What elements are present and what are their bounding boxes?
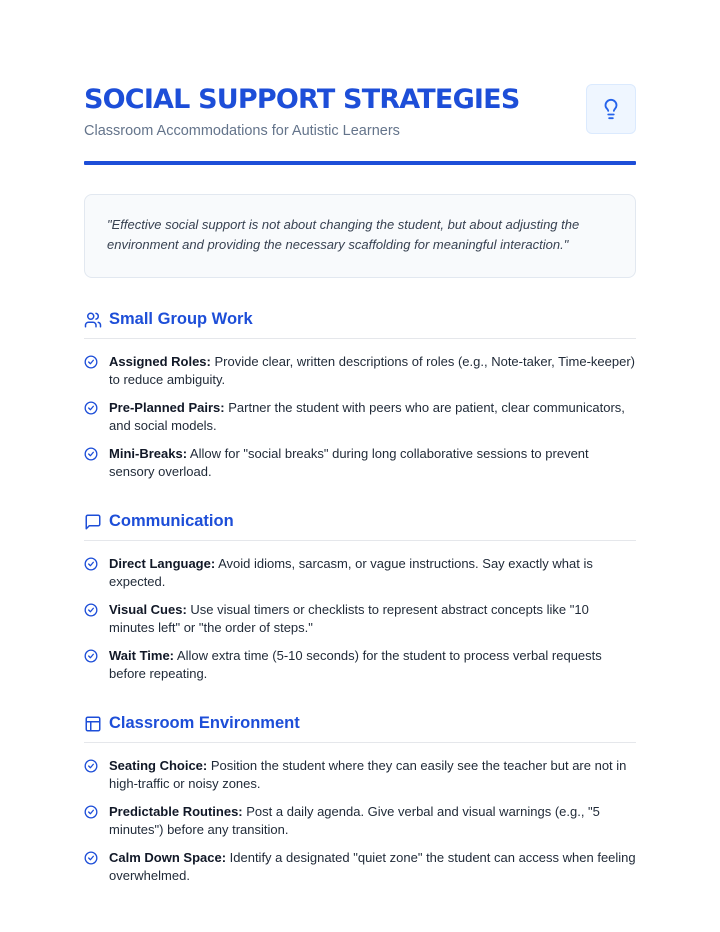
- strategy-list: [84, 757, 636, 885]
- list-item: [84, 399, 636, 435]
- header-divider: [84, 161, 636, 165]
- list-item: [84, 353, 636, 389]
- item-label: Seating Choice:: [109, 758, 208, 773]
- quote-callout: [84, 194, 636, 278]
- check-circle-icon: [84, 649, 98, 663]
- check-circle-icon: [84, 557, 98, 571]
- lightbulb-icon: [600, 97, 622, 121]
- message-square-icon: [84, 513, 102, 531]
- list-item: [84, 803, 636, 839]
- check-circle-icon: [84, 401, 98, 415]
- list-item: [84, 445, 636, 481]
- item-text: Provide clear, written descriptions of roles (e.g., Note-taker, Time-keeper) to reduce ambiguity.: [109, 354, 635, 387]
- section-title: Communication: [109, 512, 234, 530]
- check-circle-icon: [84, 355, 98, 369]
- section-small-group-work: [84, 307, 636, 481]
- item-text: Identify a designated "quiet zone" the student can access when feeling overwhelmed.: [109, 850, 636, 883]
- item-text: Post a daily agenda. Give verbal and visual warnings (e.g., "5 minutes") before any transition.: [109, 804, 600, 837]
- strategy-list: [84, 353, 636, 481]
- list-item: [84, 555, 636, 591]
- list-item: [84, 757, 636, 793]
- section-communication: [84, 509, 636, 683]
- quote-text: "Effective social support is not about changing the student, but about adjusting the environment and providing the necessary scaffolding for meaningful interaction.": [107, 217, 580, 252]
- check-circle-icon: [84, 851, 98, 865]
- section-title: Small Group Work: [109, 310, 253, 328]
- item-label: Mini-Breaks:: [109, 446, 188, 461]
- page-subtitle: Classroom Accommodations for Autistic Learners: [84, 123, 400, 139]
- item-text: Position the student where they can easily see the teacher but are not in high-traffic or noisy zones.: [109, 758, 627, 791]
- section-title: Classroom Environment: [109, 714, 300, 732]
- item-text: Partner the student with peers who are patient, clear communicators, and social models.: [109, 400, 625, 433]
- list-item: [84, 601, 636, 637]
- item-label: Calm Down Space:: [109, 850, 227, 865]
- section-header: [84, 509, 636, 541]
- item-label: Pre-Planned Pairs:: [109, 400, 225, 415]
- list-item: [84, 849, 636, 885]
- check-circle-icon: [84, 805, 98, 819]
- page-title: SOCIAL SUPPORT STRATEGIES: [84, 84, 520, 115]
- item-text: Avoid idioms, sarcasm, or vague instructions. Say exactly what is expected.: [109, 556, 593, 589]
- item-label: Predictable Routines:: [109, 804, 243, 819]
- list-item: [84, 647, 636, 683]
- section-header: [84, 711, 636, 743]
- lightbulb-badge: [586, 84, 636, 134]
- strategy-list: [84, 555, 636, 683]
- header: [84, 84, 636, 164]
- item-label: Visual Cues:: [109, 602, 187, 617]
- item-text: Allow extra time (5-10 seconds) for the student to process verbal requests before repeating.: [109, 648, 602, 681]
- item-label: Wait Time:: [109, 648, 175, 663]
- section-classroom-environment: [84, 711, 636, 885]
- item-text: Use visual timers or checklists to represent abstract concepts like "10 minutes left" or "the order of steps.": [109, 602, 589, 635]
- users-icon: [84, 311, 102, 329]
- check-circle-icon: [84, 603, 98, 617]
- item-text: Allow for "social breaks" during long collaborative sessions to prevent sensory overload.: [109, 446, 589, 479]
- layout-icon: [84, 715, 102, 733]
- item-label: Direct Language:: [109, 556, 216, 571]
- check-circle-icon: [84, 447, 98, 461]
- section-header: [84, 307, 636, 339]
- check-circle-icon: [84, 759, 98, 773]
- item-label: Assigned Roles:: [109, 354, 211, 369]
